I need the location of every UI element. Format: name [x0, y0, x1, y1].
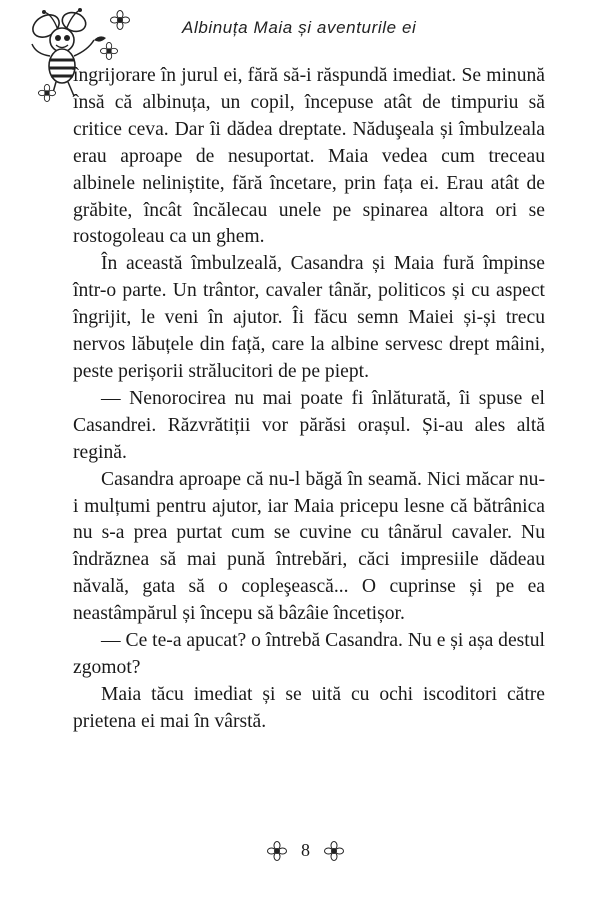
page-footer — [0, 840, 611, 861]
flower-icon — [110, 10, 130, 30]
flower-icon — [38, 84, 56, 102]
running-header-title: Albinuța Maia și aventurile ei — [182, 18, 417, 37]
body-text — [73, 63, 545, 736]
paragraph: îngrijorare în jurul ei, fără să-i răspundă imediat. Se minună însă că albinuța, un copil, începuse atât de timpuriu să critice ceva. Dar îi dădea dreptate. Năduşeala și îmbulzeala erau aproape de nesuportat. Maia vedea cum treceau albinele neliniștite, fără încetare, prin fața ei. Erau atât de grăbite, încât încălecau unele pe spinarea altora ori se rostogoleau ca un ghem. — [73, 65, 545, 248]
page-number: 8 — [301, 840, 310, 860]
paragraph: Maia tăcu imediat și se uită cu ochi iscoditori către prietena ei mai în vârstă. — [73, 683, 545, 732]
flower-icon — [267, 841, 287, 861]
paragraph: — Nenorocirea nu mai poate fi înlăturată, îi spuse el Casandrei. Răzvrătiții vor părăsi orașul. Și-au ales altă regină. — [73, 387, 545, 463]
flower-icon — [324, 841, 344, 861]
paragraph: În această îmbulzeală, Casandra și Maia fură împinse într-o parte. Un trântor, cavaler tânăr, politicos și cu aspect îngrijit, le veni în ajutor. Îi făcu semn Maiei și-și trecu nervos lăbuțele din față, care la albine servesc drept mâini, peste perișorii strălucitori de pe piept. — [73, 253, 545, 382]
paragraph: Casandra aproape că nu-l băgă în seamă. Nici măcar nu-i mulțumi pentru ajutor, iar Maia pricepu lesne că bătrânica nu s-a prea purtat cum se cuvine cu tânărul cavaler. Nu îndrăznea să mai pună întrebări, căci impresiile dădeau năvală, gata să o copleşească... O cuprinse și pe ea neastâmpărul și începu să bâzâie încetișor. — [73, 468, 545, 625]
flower-icon — [100, 42, 118, 60]
paragraph: — Ce te-a apucat? o întrebă Casandra. Nu e și așa destul zgomot? — [73, 630, 545, 678]
